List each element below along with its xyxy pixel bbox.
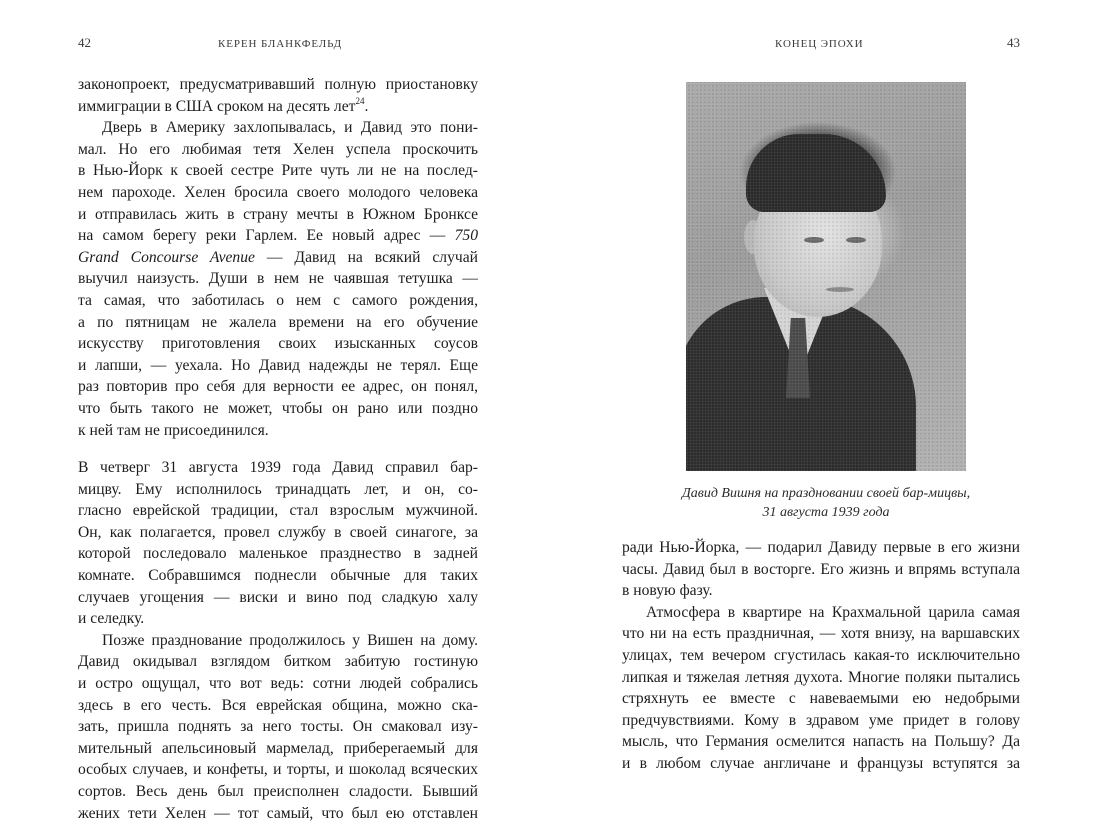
text-line: Позже празднование продолжилось у Вишен на дому.	[102, 631, 478, 649]
text-line: Атмосфера в квартире на Крахмальной царила самая	[646, 603, 1020, 621]
text-line: мал. Но его любимая тетя Хелен успела проскочить	[78, 140, 478, 158]
text-line: ради Нью-Йорка, — подарил Давиду первые в его жизни	[622, 539, 1020, 556]
page-number-right: 43	[1007, 35, 1020, 50]
text-line: жених тети Хелен — тот самый, что был ею отставлен	[78, 804, 478, 822]
text-line: иммиграции в США сроком на десять лет$^{24}$.	[78, 95, 369, 115]
text-line: в новую фазу.	[622, 582, 713, 600]
text-line: и лапши, — уехала. Но Давид надежды не терял. Еще	[78, 356, 478, 374]
running-head-chapter: КОНЕЦ ЭПОХИ	[775, 38, 864, 50]
text-line: что ни на есть праздничная, — хотя внизу, на варшавских	[622, 625, 1020, 643]
photo-grain-texture	[686, 82, 966, 471]
text-line: Давид окидывал взглядом битком забитую гостиную	[78, 653, 478, 671]
text-line: которой последовало маленькое празднество в задней	[78, 545, 478, 563]
running-head-author: КЕРЕН БЛАНКФЕЛЬД	[218, 38, 342, 50]
text-line: Дверь в Америку захлопывалась, и Давид это пони-	[102, 119, 478, 137]
italic-address: 750	[454, 227, 479, 245]
text-line: зать, пришла поднять за него тосты. Он смаковал изу-	[78, 718, 478, 736]
text-line: та самая, что заботилась о нем с самого рождения,	[78, 291, 478, 309]
text-line: а по пятницам не жалела времени на его обучение	[78, 313, 478, 331]
text-line: и селедку.	[78, 610, 145, 628]
text-line: здесь в его честь. Вся еврейская община, можно ска-	[78, 696, 478, 714]
text-line: выучил наизусть. Души в нем не чаявшая тетушка —	[78, 270, 478, 288]
italic-address: Grand Concourse Avenue	[78, 248, 255, 266]
text-line: предчувствиями. Кому в здравом уме придет в голову	[622, 711, 1020, 729]
text-line	[78, 225, 478, 247]
page-number-left: 42	[78, 35, 91, 50]
text-fragment: иммиграции в США сроком на десять лет	[78, 97, 356, 115]
text-line: мысль, что Германия осмелится напасть на Польшу? Да	[622, 733, 1020, 751]
text-line: раз повторив про себя для верности ее адрес, он понял,	[78, 378, 478, 396]
left-text-column	[78, 74, 478, 824]
text-line: Он, как полагается, провел службу в своей синагоге, за	[78, 523, 478, 541]
text-fragment: на самом берегу реки Гарлем. Ее новый адрес —	[78, 227, 446, 245]
text-line: особых случаев, и конфеты, и торты, и шоколад всяческих	[78, 761, 478, 779]
text-line: в Нью-Йорк к своей сестре Рите чуть ли не на послед-	[78, 162, 478, 180]
caption-line: 31 августа 1939 года	[762, 505, 890, 520]
text-line: и отправилась жить в страну мечты в Южном Бронксе	[78, 205, 478, 223]
text-fragment: — Давид на всякий случай	[266, 248, 478, 266]
text-line: и в любом случае англичане и французы вступятся за	[622, 754, 1020, 772]
right-text-column	[622, 537, 1020, 775]
photo-caption	[610, 484, 1042, 522]
text-line: и остро ощущал, что вот ведь: сотни людей собрались	[78, 675, 478, 693]
text-line: искусству приготовления своих изысканных соусов	[78, 335, 478, 353]
text-line: случаев угощения — виски и вино под сладкую халу	[78, 588, 478, 606]
text-line: сортов. Весь день был преисполнен сладости. Бывший	[78, 783, 478, 800]
text-line: часы. Давид был в восторге. Его жизнь и впрямь вступала	[622, 560, 1020, 578]
text-line: В четверг 31 августа 1939 года Давид справил бар-	[78, 459, 478, 477]
footnote-reference: 24	[355, 95, 365, 106]
text-line: комнате. Собравшимся поднесли обычные для таких	[78, 567, 478, 585]
text-line: улицах, тем вечером сгустилась какая-то исключительно	[622, 646, 1020, 664]
portrait-photo	[686, 82, 966, 471]
text-line: нем пароходе. Хелен бросила своего молодого человека	[78, 183, 478, 201]
text-line: к ней там не присоединился.	[78, 421, 269, 439]
text-line: липкая и тяжелая летняя духота. Многие поляки пытались	[622, 668, 1020, 686]
text-line: мительный апельсиновый мармелад, прибереrаемый для	[78, 739, 478, 757]
right-page	[550, 0, 1100, 825]
caption-line: Давид Вишня на праздновании своей бар-мицвы,	[681, 486, 971, 501]
text-line: гласно еврейской традиции, стал взрослым мужчиной.	[78, 502, 478, 520]
text-line: мицву. Ему исполнилось тринадцать лет, и он, со-	[78, 480, 478, 498]
text-line: стряхнуть ее вместе с навеваемыми ею недобрыми	[622, 690, 1020, 708]
text-line	[78, 247, 478, 269]
text-line: что быть такого не может, чтобы он рано или поздно	[78, 399, 478, 417]
text-line: законопроект, предусматривавший полную приостановку	[78, 76, 478, 93]
